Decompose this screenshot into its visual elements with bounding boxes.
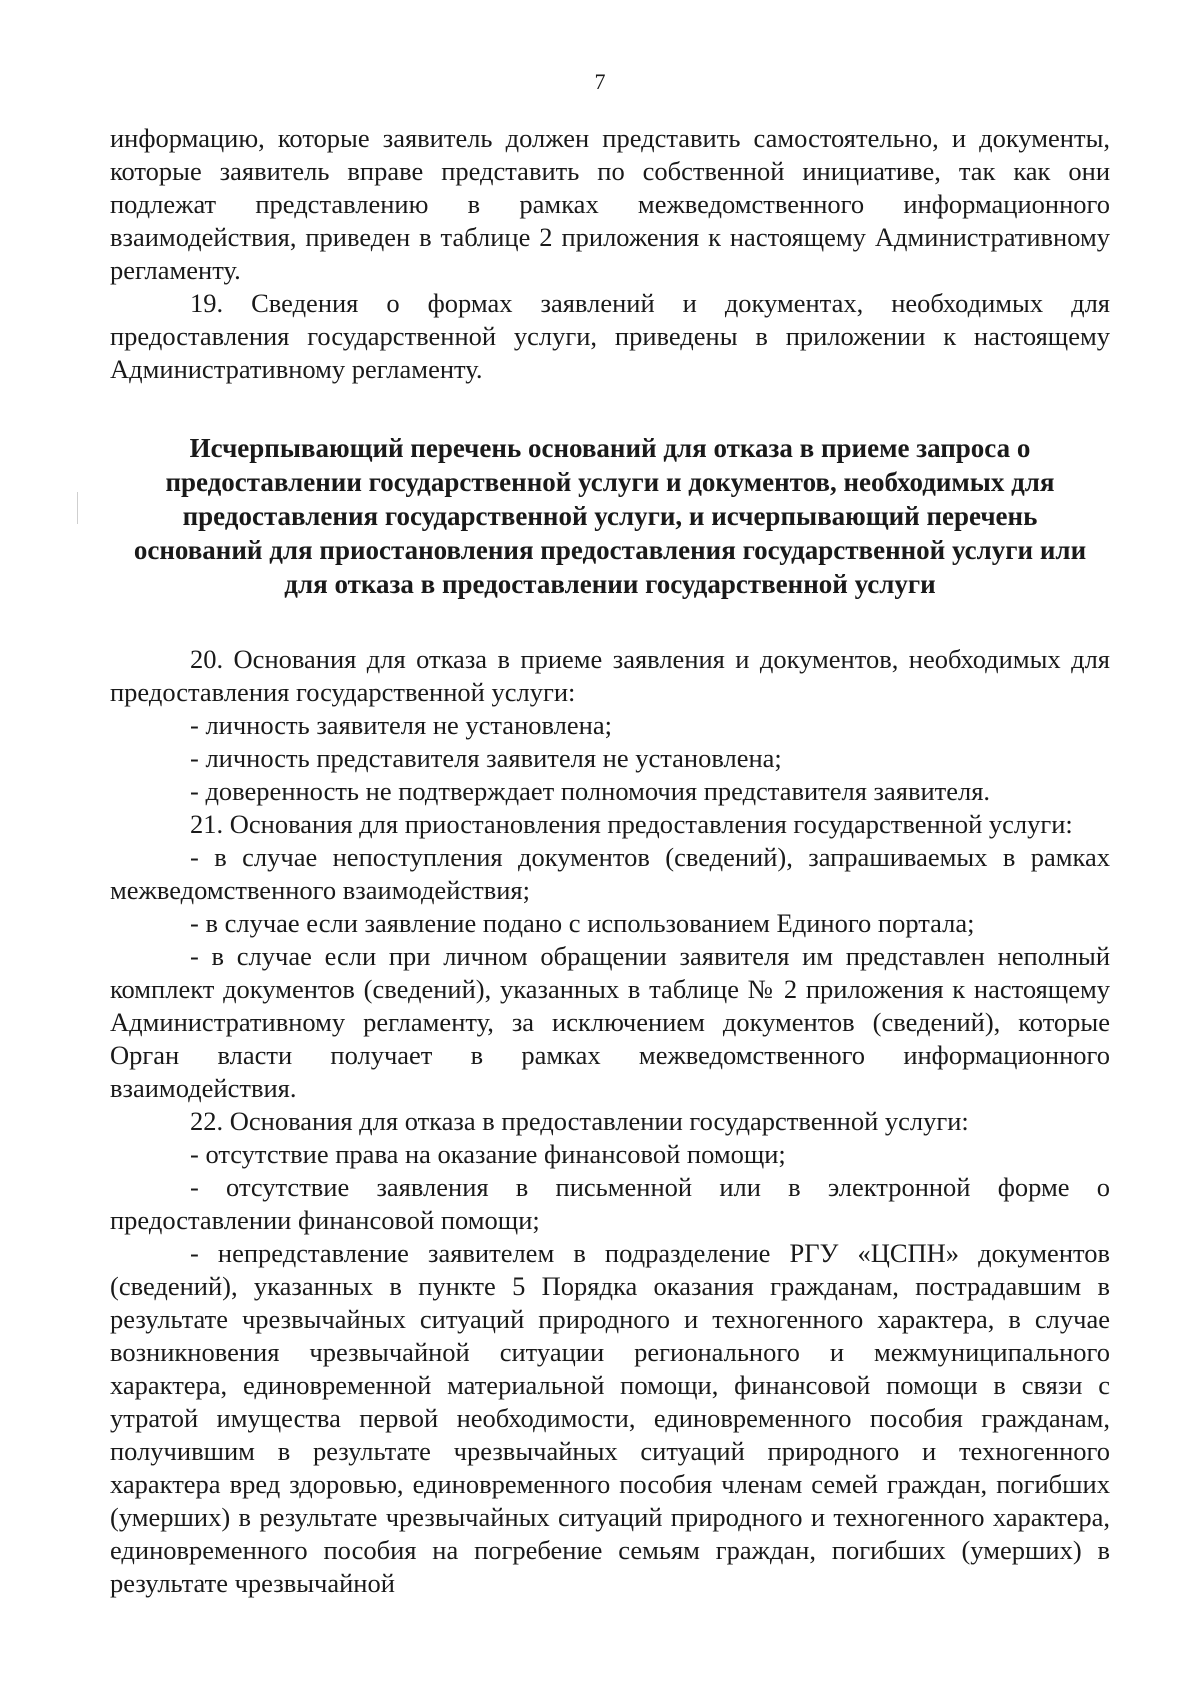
page-number: 7 bbox=[594, 69, 606, 94]
item-19-paragraph: 19. Сведения о формах заявлений и документах, необходимых для предоставления государственной услуги, приведены в приложении к настоящему Административному регламенту. bbox=[110, 288, 1110, 384]
item-22-bullet: - отсутствие права на оказание финансовой помощи; bbox=[190, 1139, 786, 1169]
intro-paragraph: информацию, которые заявитель должен представить самостоятельно, и документы, которые заявитель вправе представить по собственной инициативе, так как они подлежат представлению в рамках межведомственного информационного взаимодействия, приведен в таблице 2 приложения к настоящему Административному регламенту. bbox=[110, 123, 1110, 285]
section-heading: Исчерпывающий перечень оснований для отказа в приеме запроса о предоставлении государственной услуги и документов, необходимых для предоставления государственной услуги, и исчерпывающий перечень оснований для приостановления предоставления государственной услуги или для отказа в предоставлении государственной услуги bbox=[133, 433, 1087, 599]
item-20-paragraph: 20. Основания для отказа в приеме заявления и документов, необходимых для предоставления государственной услуги: bbox=[110, 644, 1110, 707]
item-21-bullet: - в случае если при личном обращении заявителя им представлен неполный комплект документов (сведений), указанных в таблице № 2 приложения к настоящему Административному регламенту, за исключением документов (сведений), которые Орган власти получает в рамках межведомственного информационного взаимодействия. bbox=[110, 941, 1110, 1103]
margin-mark bbox=[77, 492, 78, 524]
item-22-bullet: - отсутствие заявления в письменной или в электронной форме о предоставлении финансовой помощи; bbox=[110, 1172, 1110, 1235]
item-22-bullet: - непредставление заявителем в подразделение РГУ «ЦСПН» документов (сведений), указанных в пункте 5 Порядка оказания гражданам, пострадавшим в результате чрезвычайных ситуаций природного и техногенного характера, в случае возникновения чрезвычайной ситуации регионального и межмуниципального характера, единовременной материальной помощи, финансовой помощи в связи с утратой имущества первой необходимости, единовременного пособия гражданам, получившим в результате чрезвычайных ситуаций природного и техногенного характера вред здоровью, единовременного пособия членам семей граждан, погибших (умерших) в результате чрезвычайных ситуаций природного и техногенного характера, единовременного пособия на погребение семьям граждан, погибших (умерших) в результате чрезвычайной bbox=[110, 1238, 1110, 1598]
item-22-paragraph: 22. Основания для отказа в предоставлении государственной услуги: bbox=[190, 1106, 969, 1136]
item-21-bullet: - в случае если заявление подано с использованием Единого портала; bbox=[190, 908, 975, 938]
item-20-bullet: - доверенность не подтверждает полномочия представителя заявителя. bbox=[190, 776, 991, 806]
item-21-bullet: - в случае непоступления документов (сведений), запрашиваемых в рамках межведомственного взаимодействия; bbox=[110, 842, 1110, 905]
item-21-paragraph: 21. Основания для приостановления предоставления государственной услуги: bbox=[190, 809, 1073, 839]
item-20-bullet: - личность представителя заявителя не установлена; bbox=[190, 743, 782, 773]
item-20-bullet: - личность заявителя не установлена; bbox=[190, 710, 612, 740]
document-body bbox=[110, 122, 1110, 1600]
